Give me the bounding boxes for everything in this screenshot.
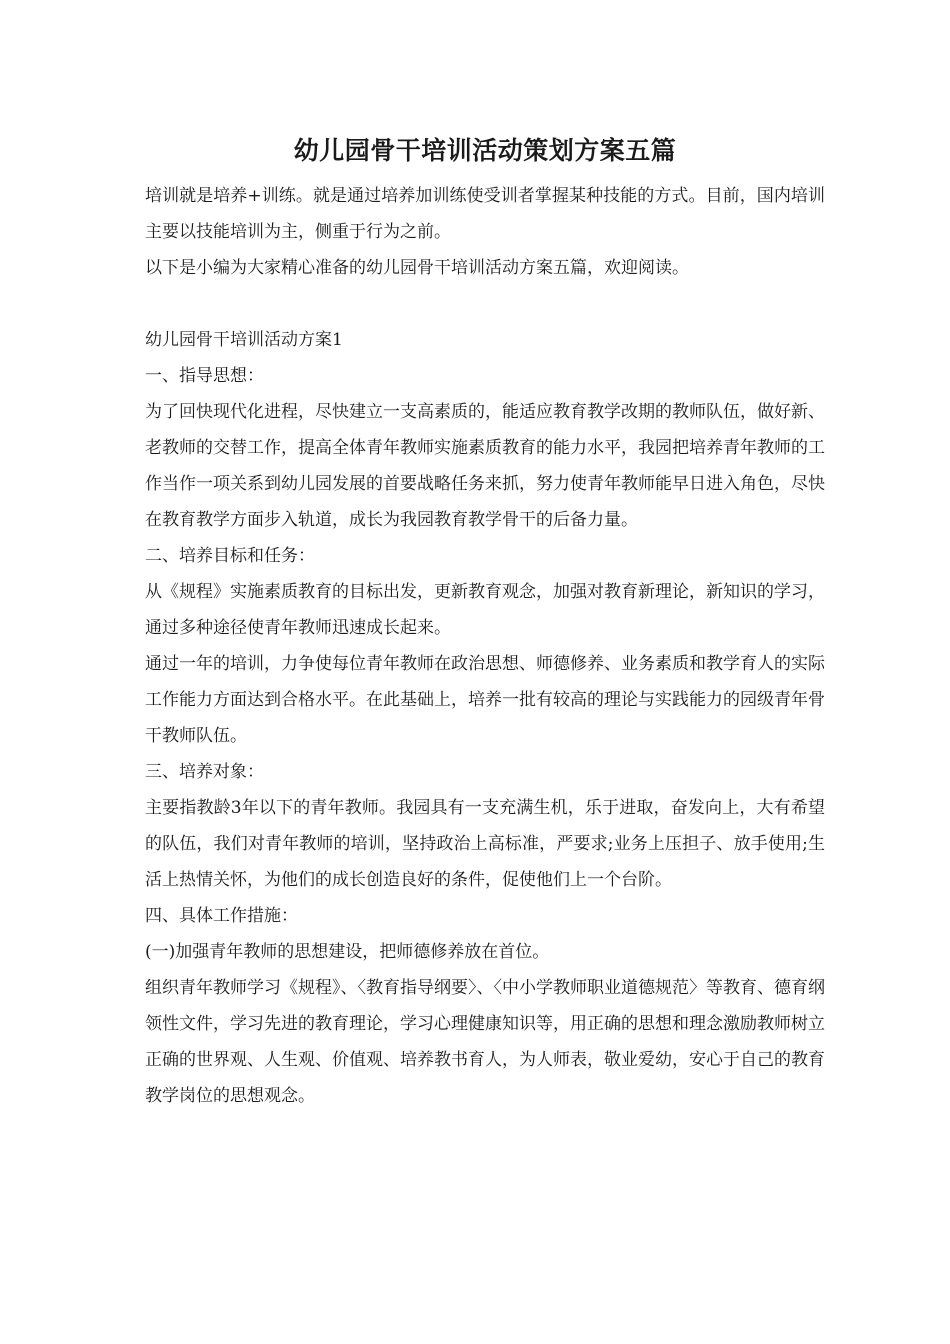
subheading-goals: 二、培养目标和任务： [145, 546, 315, 566]
paragraph-targets: 主要指教龄3年以下的青年教师。我园具有一支充满生机，乐于进取，奋发向上，大有希望的队伍，我们对青年教师的培训，坚持政治上高标准，严要求;业务上压担子、放手使用;生活上热情关怀，为他们的成长创造良好的条件，促使他们上一个台阶。 [145, 798, 825, 890]
paragraph-guiding-ideology: 为了回快现代化进程，尽快建立一支高素质的，能适应教育教学改期的教师队伍，做好新、老教师的交替工作，提高全体青年教师实施素质教育的能力水平，我园把培养青年教师的工作当作一项关系到幼儿园发展的首要战略任务来抓，努力使青年教师能早日进入角色，尽快在教育教学方面步入轨道，成长为我园教育教学骨干的后备力量。 [145, 402, 825, 530]
section-heading: 幼儿园骨干培训活动方案1 [145, 330, 343, 350]
intro-closing: 以下是小编为大家精心准备的幼儿园骨干培训活动方案五篇，欢迎阅读。 [145, 258, 689, 278]
subheading-targets: 三、培养对象： [145, 762, 264, 782]
paragraph-goals-1: 从《规程》实施素质教育的目标出发，更新教育观念，加强对教育新理论，新知识的学习，通过多种途径使青年教师迅速成长起来。 [145, 582, 825, 638]
intro-paragraph: 培训就是培养+训练。就是通过培养加训练使受训者掌握某种技能的方式。目前，国内培训主要以技能培训为主，侧重于行为之前。 [145, 186, 825, 242]
blank-line [145, 286, 825, 322]
paragraph-measure-1-title: (一)加强青年教师的思想建设，把师德修养放在首位。 [145, 942, 550, 962]
document-page [145, 128, 825, 1114]
subheading-measures: 四、具体工作措施： [145, 906, 298, 926]
document-title: 幼儿园骨干培训活动策划方案五篇 [293, 136, 677, 165]
subheading-guiding-ideology: 一、指导思想： [145, 366, 264, 386]
paragraph-measure-1-body: 组织青年教师学习《规程》、〈教育指导纲要〉、〈中小学教师职业道德规范〉等教育、德育纲领性文件，学习先进的教育理论，学习心理健康知识等，用正确的思想和理念激励教师树立正确的世界观、人生观、价值观、培养教书育人，为人师表，敬业爱幼，安心于自己的教育教学岗位的思想观念。 [145, 978, 825, 1106]
paragraph-goals-2: 通过一年的培训，力争使每位青年教师在政治思想、师德修养、业务素质和教学育人的实际工作能力方面达到合格水平。在此基础上，培养一批有较高的理论与实践能力的园级青年骨干教师队伍。 [145, 654, 825, 746]
